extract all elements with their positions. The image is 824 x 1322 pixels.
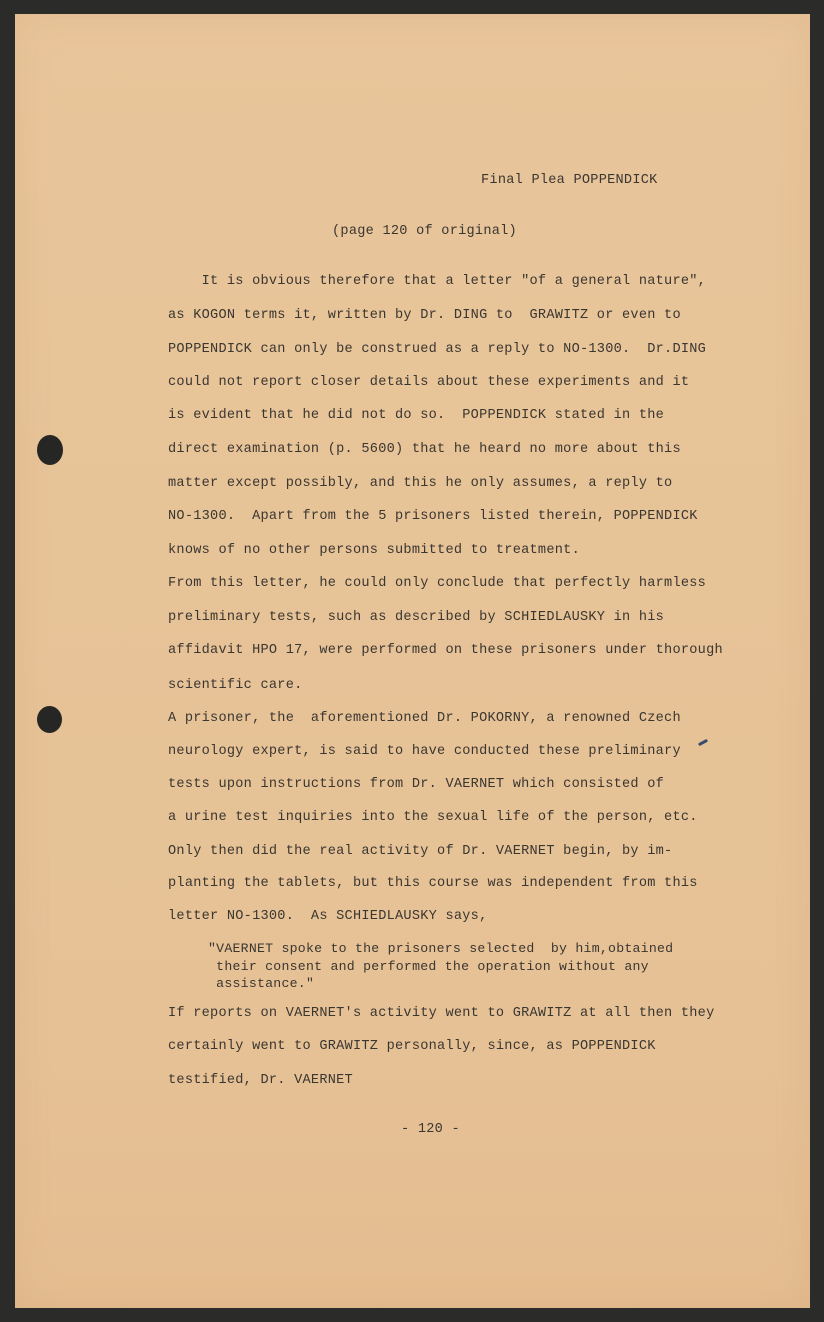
original-page-reference: (page 120 of original) (332, 224, 517, 239)
body-line: a urine test inquiries into the sexual life of the person, etc. (168, 810, 698, 825)
body-line: tests upon instructions from Dr. VAERNET which consisted of (168, 777, 665, 792)
body-line: could not report closer details about these experiments and it (168, 375, 690, 390)
body-line: It is obvious therefore that a letter "of a general nature", (168, 274, 707, 289)
document-page (15, 14, 810, 1308)
body-line: certainly went to GRAWITZ personally, since, as POPPENDICK (168, 1039, 656, 1054)
body-line: testified, Dr. VAERNET (168, 1073, 353, 1088)
body-line: direct examination (p. 5600) that he heard no more about this (168, 442, 681, 457)
header-title: Final Plea POPPENDICK (481, 173, 658, 188)
body-line: matter except possibly, and this he only assumes, a reply to (168, 476, 673, 491)
punch-hole-top (37, 435, 63, 465)
body-line: scientific care. (168, 678, 303, 693)
body-line: as KOGON terms it, written by Dr. DING to GRAWITZ or even to (168, 308, 681, 323)
quote-line: assistance." (208, 976, 315, 991)
body-line: affidavit HPO 17, were performed on these prisoners under thorough (168, 643, 723, 658)
quote-line: "VAERNET spoke to the prisoners selected by him,obtained (208, 941, 674, 956)
body-line: neurology expert, is said to have conducted these preliminary (168, 744, 681, 759)
body-line: preliminary tests, such as described by SCHIEDLAUSKY in his (168, 610, 665, 625)
body-line: From this letter, he could only conclude that perfectly harmless (168, 576, 707, 591)
page-number: - 120 - (401, 1122, 460, 1137)
body-line: A prisoner, the aforementioned Dr. POKORNY, a renowned Czech (168, 711, 681, 726)
body-line: Only then did the real activity of Dr. VAERNET begin, by im- (168, 844, 673, 859)
punch-hole-bottom (37, 706, 62, 733)
body-line: is evident that he did not do so. POPPENDICK stated in the (168, 408, 665, 423)
body-line: POPPENDICK can only be construed as a reply to NO-1300. Dr.DING (168, 342, 707, 357)
body-line: knows of no other persons submitted to treatment. (168, 543, 580, 558)
body-line: If reports on VAERNET's activity went to GRAWITZ at all then they (168, 1006, 715, 1021)
body-line: NO-1300. Apart from the 5 prisoners listed therein, POPPENDICK (168, 509, 698, 524)
body-line: letter NO-1300. As SCHIEDLAUSKY says, (168, 909, 488, 924)
ink-mark (698, 739, 708, 746)
body-line: planting the tablets, but this course was independent from this (168, 876, 698, 891)
quote-line: their consent and performed the operation without any (208, 959, 649, 974)
